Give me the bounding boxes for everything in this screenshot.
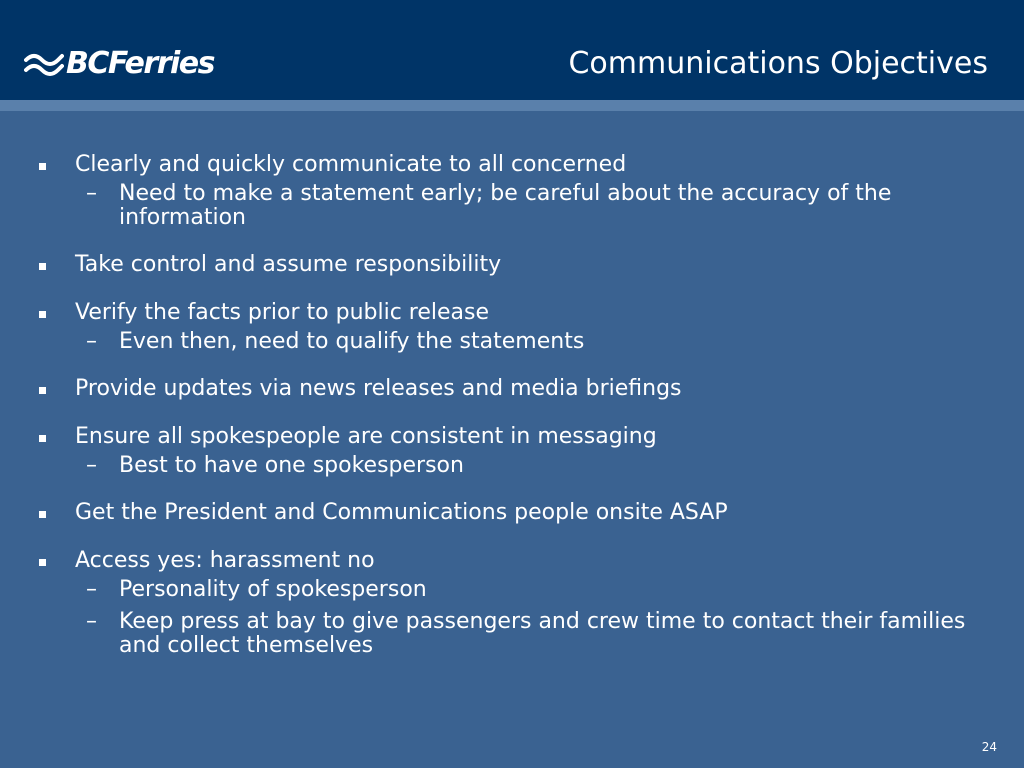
bullet-text: Access yes: harassment no bbox=[75, 548, 375, 573]
bullet-text: Ensure all spokespeople are consistent in messaging bbox=[75, 424, 657, 449]
bullet-group bbox=[0, 252, 1024, 278]
bullet-group bbox=[0, 152, 1024, 230]
slide-title: Communications Objectives bbox=[568, 46, 988, 81]
sub-bullet-item bbox=[0, 578, 1024, 602]
header-stripe bbox=[0, 100, 1024, 111]
header-bar bbox=[0, 0, 1024, 100]
bullet-list bbox=[0, 152, 1024, 680]
bullet-item bbox=[0, 500, 1024, 526]
bullet-text: Provide updates via news releases and media briefings bbox=[75, 376, 682, 401]
bcferries-logo bbox=[24, 44, 214, 84]
wave-icon bbox=[24, 48, 64, 80]
bullet-group bbox=[0, 500, 1024, 526]
bullet-item bbox=[0, 424, 1024, 450]
sub-bullet-text: Best to have one spokesperson bbox=[119, 453, 464, 478]
square-bullet-icon bbox=[39, 511, 46, 518]
logo-text: BCFerries bbox=[66, 46, 214, 81]
square-bullet-icon bbox=[39, 559, 46, 566]
dash-icon: – bbox=[86, 577, 97, 602]
bullet-item bbox=[0, 548, 1024, 574]
dash-icon: – bbox=[86, 453, 97, 478]
sub-bullet-item bbox=[0, 610, 1024, 658]
bullet-item bbox=[0, 376, 1024, 402]
bullet-item bbox=[0, 300, 1024, 326]
square-bullet-icon bbox=[39, 435, 46, 442]
square-bullet-icon bbox=[39, 263, 46, 270]
bullet-item bbox=[0, 152, 1024, 178]
dash-icon: – bbox=[86, 329, 97, 354]
bullet-group bbox=[0, 424, 1024, 478]
dash-icon: – bbox=[86, 181, 97, 206]
dash-icon: – bbox=[86, 609, 97, 634]
sub-bullet-text: Need to make a statement early; be careful about the accuracy of the information bbox=[119, 181, 892, 230]
sub-bullet-item bbox=[0, 182, 1024, 230]
bullet-group bbox=[0, 376, 1024, 402]
bullet-text: Take control and assume responsibility bbox=[75, 252, 502, 277]
square-bullet-icon bbox=[39, 311, 46, 318]
sub-bullet-text: Even then, need to qualify the statements bbox=[119, 329, 585, 354]
square-bullet-icon bbox=[39, 163, 46, 170]
bullet-group bbox=[0, 300, 1024, 354]
bullet-text: Verify the facts prior to public release bbox=[75, 300, 490, 325]
sub-bullet-item bbox=[0, 454, 1024, 478]
bullet-item bbox=[0, 252, 1024, 278]
square-bullet-icon bbox=[39, 387, 46, 394]
bullet-text: Get the President and Communications people onsite ASAP bbox=[75, 500, 728, 525]
sub-bullet-item bbox=[0, 330, 1024, 354]
sub-bullet-text: Keep press at bay to give passengers and crew time to contact their families and collect themselves bbox=[119, 609, 966, 658]
bullet-group bbox=[0, 548, 1024, 658]
bullet-text: Clearly and quickly communicate to all concerned bbox=[75, 152, 627, 177]
page-number: 24 bbox=[981, 740, 997, 754]
sub-bullet-text: Personality of spokesperson bbox=[119, 577, 427, 602]
